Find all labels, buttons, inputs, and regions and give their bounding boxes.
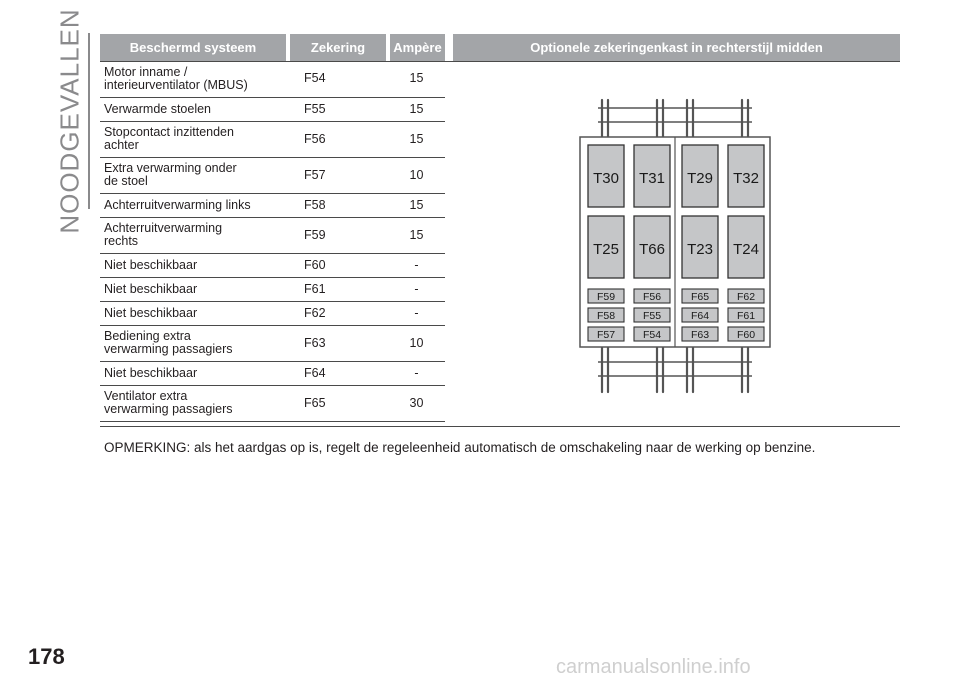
protected-system-line: Achterruitverwarming — [104, 221, 223, 235]
fuse-label: F61 — [736, 310, 756, 322]
fuse-f64 — [682, 308, 718, 322]
ampere-cell: 10 — [388, 157, 445, 193]
protected-system-line: verwarming passagiers — [104, 402, 233, 416]
protected-system-line: Achterruitverwarming links — [104, 197, 251, 212]
section-divider — [88, 33, 90, 209]
protected-system-cell — [100, 61, 288, 97]
ampere-cell: - — [388, 301, 445, 325]
protected-system-line: verwarming passagiers — [104, 342, 233, 356]
relay-label: T29 — [687, 170, 713, 187]
fuse-cell: F64 — [288, 361, 388, 385]
ampere-cell: - — [388, 253, 445, 277]
fuse-table-header — [100, 34, 445, 61]
fuse-label: F64 — [690, 310, 710, 322]
fuse-label: F60 — [736, 329, 756, 341]
fuse-cell: F55 — [288, 97, 388, 121]
protected-system-line: Verwarmde stoelen — [104, 101, 212, 116]
relay-t23 — [682, 216, 718, 278]
table-row — [100, 61, 445, 97]
fuse-f62 — [728, 289, 764, 303]
relay-label: T30 — [593, 170, 619, 187]
table-row — [100, 301, 445, 325]
protected-system-line: Niet beschikbaar — [104, 365, 198, 380]
protected-system-cell — [100, 301, 288, 325]
relay-t25 — [588, 216, 624, 278]
fuse-table-body — [100, 61, 445, 421]
fuse-f55 — [634, 308, 670, 322]
table-row — [100, 217, 445, 253]
fuse-cell: F57 — [288, 157, 388, 193]
protected-system-cell — [100, 361, 288, 385]
fuse-cell: F60 — [288, 253, 388, 277]
fuse-f57 — [588, 327, 624, 341]
protected-system-cell — [100, 277, 288, 301]
fuse-f61 — [728, 308, 764, 322]
protected-system-line: Niet beschikbaar — [104, 257, 198, 272]
fuse-cell: F62 — [288, 301, 388, 325]
fuse-cell: F65 — [288, 385, 388, 421]
protected-system-line: achter — [104, 138, 139, 152]
section-title — [50, 8, 90, 234]
section-title-text: NOODGEVALLEN — [54, 8, 85, 234]
protected-system-line: Bediening extra — [104, 329, 191, 343]
ampere-cell: 10 — [388, 325, 445, 361]
ampere-cell: 15 — [388, 61, 445, 97]
fuse-f56 — [634, 289, 670, 303]
table-row — [100, 325, 445, 361]
table-row — [100, 361, 445, 385]
ampere-cell: - — [388, 361, 445, 385]
note-text: OPMERKING: als het aardgas op is, regelt de regeleenheid automatisch de omschakeling naar de werking op benzine. — [104, 440, 816, 455]
fuse-label: F55 — [642, 310, 662, 322]
ampere-cell: 15 — [388, 193, 445, 217]
protected-system-cell — [100, 157, 288, 193]
protected-system-cell — [100, 253, 288, 277]
protected-system-line: Ventilator extra — [104, 389, 188, 403]
relay-label: T23 — [687, 241, 713, 258]
fuse-f59 — [588, 289, 624, 303]
fuse-label: F56 — [642, 291, 662, 303]
table-row — [100, 277, 445, 301]
relay-label: T32 — [733, 170, 759, 187]
ampere-cell: 30 — [388, 385, 445, 421]
fuse-f54 — [634, 327, 670, 341]
ampere-cell: - — [388, 277, 445, 301]
protected-system-cell — [100, 325, 288, 361]
header-rule — [100, 61, 900, 62]
fuse-cell: F61 — [288, 277, 388, 301]
relay-t24 — [728, 216, 764, 278]
ampere-cell: 15 — [388, 121, 445, 157]
protected-system-line: de stoel — [104, 174, 148, 188]
protected-system-line: Niet beschikbaar — [104, 305, 198, 320]
fuse-label: F65 — [690, 291, 710, 303]
relay-label: T66 — [639, 241, 665, 258]
protected-system-line: Motor inname / — [104, 64, 188, 79]
table-row — [100, 193, 445, 217]
table-row — [100, 121, 445, 157]
protected-system-cell — [100, 193, 288, 217]
footer-watermark: carmanualsonline.info — [556, 656, 751, 678]
fuse-label: F58 — [596, 310, 616, 322]
ampere-cell: 15 — [388, 97, 445, 121]
table-row — [100, 97, 445, 121]
protected-system-line: Extra verwarming onder — [104, 161, 237, 175]
protected-system-line: Niet beschikbaar — [104, 281, 198, 296]
table-row — [100, 157, 445, 193]
relay-t31 — [634, 145, 670, 207]
protected-system-cell — [100, 385, 288, 421]
page-number: 178 — [28, 644, 65, 669]
fuse-cell: F56 — [288, 121, 388, 157]
fuse-f63 — [682, 327, 718, 341]
protected-system-line: Stopcontact inzittenden — [104, 125, 234, 139]
fuse-cell: F54 — [288, 61, 388, 97]
relay-t66 — [634, 216, 670, 278]
relay-t32 — [728, 145, 764, 207]
relay-t29 — [682, 145, 718, 207]
ampere-cell: 15 — [388, 217, 445, 253]
relay-label: T24 — [733, 241, 759, 258]
fuse-f65 — [682, 289, 718, 303]
fuse-f58 — [588, 308, 624, 322]
fuse-box-diagram — [560, 92, 780, 398]
fuse-label: F63 — [690, 329, 710, 341]
table-row — [100, 253, 445, 277]
fuse-label: F59 — [596, 291, 616, 303]
note-rule — [100, 426, 900, 427]
fuse-table — [100, 34, 445, 422]
header-ampere: Ampère — [388, 34, 445, 61]
protected-system-line: interieurventilator (MBUS) — [104, 77, 248, 92]
fuse-cell: F58 — [288, 193, 388, 217]
relay-label: T25 — [593, 241, 619, 258]
fuse-cell: F63 — [288, 325, 388, 361]
protected-system-cell — [100, 121, 288, 157]
relay-label: T31 — [639, 170, 665, 187]
fuse-label: F57 — [596, 329, 616, 341]
fuse-cell: F59 — [288, 217, 388, 253]
protected-system-cell — [100, 97, 288, 121]
protected-system-cell — [100, 217, 288, 253]
relay-t30 — [588, 145, 624, 207]
header-fuse: Zekering — [288, 34, 388, 61]
fuse-label: F54 — [642, 329, 662, 341]
table-row — [100, 385, 445, 421]
fuse-label: F62 — [736, 291, 756, 303]
fuse-f60 — [728, 327, 764, 341]
header-protected-system: Beschermd systeem — [100, 34, 288, 61]
diagram-title: Optionele zekeringenkast in rechterstijl midden — [453, 34, 900, 61]
protected-system-line: rechts — [104, 234, 139, 248]
